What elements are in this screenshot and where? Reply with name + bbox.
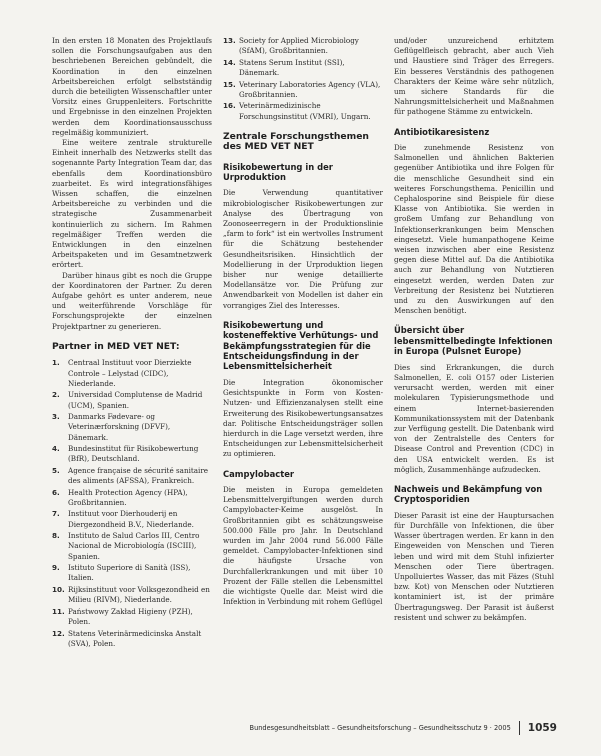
paragraph: Die zunehmende Resistenz von Salmonellen und ähnlichen Bakterien gegenüber Antibiotika und ihre Folgen für die menschliche Gesundheit sind ein weiteres Forschungsthema. Penicillin und Cephalosporine sind Beispiele für diese Klasse von Antibiotika. Sie werden in großem Umfang zur Behandlung von Infektionserkrankungen beim Menschen eingesetzt. Viele humanpathogene Keime weisen inzwischen aber eine Resistenz gegen diese Mittel auf. Da die Antibiotika auch zur Behandlung von Nutztieren eingesetzt werden, werden Daten zur Verbreitung der Resistenz bei Nutztieren und zu den Auswirkungen auf den Menschen benötigt. (394, 143, 554, 316)
list-number: 4. (52, 444, 60, 454)
column-left (52, 36, 212, 650)
list-text: Universidad Complutense de Madrid (UCM), Spanien. (68, 390, 203, 410)
column-middle (223, 36, 383, 607)
page-footer (212, 720, 557, 736)
list-item (223, 36, 383, 56)
list-text: Bundesinstitut für Risikobewertung (BfR), Deutschland. (68, 444, 199, 464)
subsection-heading: Risikobewertung und kosteneffektive Verhütungs- und Bekämpfungsstrategien für die Entscheidungsfindung in der Lebensmittelsicherheit (223, 319, 379, 372)
list-text: Instituut voor Dierhouderij en Diergezondheid B.V., Niederlande. (68, 509, 194, 529)
paragraph: Eine weitere zentrale strukturelle Einheit innerhalb des Netzwerks stellt das sogenannte Party Integration Team dar, das ebenfalls dem Koordinationsbüro zuarbeitet. Es wird integrationsfähiges Wissen schaffen, die einzelnen Arbeitsbereiche zu verbinden und die strategische Zusammenarbeit kontinuierlich zu sichern. Im Rahmen regelmäßiger Treffen werden die Entwicklungen in den einzelnen Arbeitspaketen und im Gesamtnetzwerk erörtert. (52, 138, 212, 270)
list-item (223, 101, 383, 121)
paragraph: und/oder unzureichend erhitztem Geflügelfleisch gebracht, aber auch Vieh und Haustiere sind Träger des Erregers. Ein besseres Verständnis des pathogenen Charakters der Keime wäre sehr nützlich, um sichere Standards für die Nahrungsmittelsicherheit und Maßnahmen für pathogene Stämme zu entwickeln. (394, 36, 554, 117)
list-item (52, 358, 212, 389)
list-number: 9. (52, 563, 60, 573)
paragraph: Dieser Parasit ist eine der Hauptursachen für Durchfälle von Infektionen, die über Wasser übertragen werden. Er kann in den Eingeweiden von Menschen und Tieren leben und wird mit dem Stuhl infizierter Menschen oder Tiere übertragen. Unpolluiertes Wasser, das mit Fäzes (Stuhl bzw. Kot) von Menschen oder Nutztieren kontaminiert ist, ist der primäre Übertragungsweg. Der Parasit ist äußerst resistent und schwer zu bekämpfen. (394, 510, 554, 622)
list-item (52, 629, 212, 649)
list-text: Rijksinstituut voor Volksgezondheid en Milieu (RIVM), Niederlande. (68, 585, 210, 605)
list-number: 15. (223, 79, 236, 89)
partners-heading: Partner in MED VET NET: (52, 340, 180, 352)
list-item (52, 390, 212, 410)
list-item (223, 58, 383, 78)
list-number: 10. (52, 585, 65, 595)
list-text: Statens Serum Institut (SSI), Dänemark. (239, 57, 345, 77)
list-number: 13. (223, 36, 236, 45)
partner-list (52, 358, 212, 649)
list-item (52, 412, 212, 443)
column-right (394, 36, 554, 623)
list-item (52, 488, 212, 508)
list-number: 5. (52, 465, 60, 475)
list-number: 16. (223, 101, 236, 111)
paragraph: Die Verwendung quantitativer mikrobiologischer Risikobewertungen zur Analyse des Übertragung von Zoonoseerregern in der Produktionslinie „farm to fork“ ist ein wertvolles Instrument für die Schätzung bestehender Gesundheitsrisiken. Hinsichtlich der Modellierung in der Urproduktion liegen bisher nur wenige detaillierte Modellansätze vor. Die Prüfung zur Anwendbarkeit von Modellen ist daher ein vorrangiges Ziel des Interesses. (223, 188, 383, 310)
list-item (52, 563, 212, 583)
list-text: Statens Veterinärmedicinska Anstalt (SVA), Polen. (68, 628, 202, 648)
list-text: Agence française de sécurité sanitaire des aliments (AFSSA), Frankreich. (68, 465, 209, 486)
list-item (52, 585, 212, 605)
paragraph: In den ersten 18 Monaten des Projektlaufs sollen die Forschungsaufgaben aus den beschriebenen Bereichen gebündelt, die Koordination in den einzelnen Arbeitsbereichen erfolgt selbstständig durch die beteiligten Wissenschaftler unter Vorsitz eines Gruppenleiters. Fortschritte und Ergebnisse in den einzelnen Projekten werden dem Koordinationsausschuss regelmäßig kommuniziert. (52, 36, 212, 137)
list-text: Państwowy Zakład Higieny (PZH), Polen. (68, 606, 193, 627)
list-number: 12. (52, 628, 65, 638)
list-text: Instituto de Salud Carlos III, Centro Nacional de Microbiología (ISCIII), Spanien. (68, 531, 200, 561)
paragraph: Die Integration ökonomischer Gesichtspunkte in Form von Kosten-Nutzen- und Effizienzanalysen stellt eine Erweiterung des Risikobewertungsansatzes dar. Politische Entscheidungsträger sollen hierdurch in die Lage versetzt werden, ihre Entscheidungen zur Lebensmittelsicherheit zu optimieren. (223, 377, 383, 459)
list-number: 7. (52, 509, 60, 519)
list-text: Danmarks Fødevare- og Veterinærforskning (DFVF), Dänemark. (68, 412, 171, 442)
list-text: Society for Applied Microbiology (SfAM), Großbritannien. (239, 36, 359, 56)
paragraph: Dies sind Erkrankungen, die durch Salmonellen, E. coli O157 oder Listerien verursacht werden, werden mit einer molekularen Typisierungsmethode und einem Internet-basierenden Kommunikationssystem mit der Datenbank zur Verfügung gestellt. Die Datenbank wird von der Zentralstelle des Centers for Disease Control and Prevention (CDC) in den USA entwickelt werden. Es ist möglich, Zusammenhänge aufzudecken. (394, 362, 554, 474)
partner-list-continued (223, 36, 383, 122)
list-item (52, 607, 212, 627)
list-number: 2. (52, 390, 60, 400)
list-text: Veterinärmedizinische Forschungsinstitut (VMRI), Ungarn. (239, 101, 371, 121)
section-heading: Zentrale Forschungsthemen des MED VET NET (223, 130, 369, 153)
list-item (52, 531, 212, 562)
list-text: Veterinary Laboratories Agency (VLA), Großbritannien. (239, 79, 381, 99)
subsection-heading: Risikobewertung in der Urproduktion (223, 161, 333, 183)
list-number: 3. (52, 412, 60, 422)
list-number: 11. (52, 606, 65, 616)
list-text: Health Protection Agency (HPA), Großbritannien. (68, 487, 188, 507)
list-text: Istituto Superiore di Sanità (ISS), Italien. (68, 563, 191, 583)
list-number: 8. (52, 531, 60, 541)
list-number: 14. (223, 57, 236, 67)
list-number: 6. (52, 487, 60, 497)
subsection-heading: Antibiotikaresistenz (394, 126, 490, 137)
subsection-heading: Übersicht über lebensmittelbedingte Infektionen in Europa (Pulsnet Europe) (394, 325, 553, 357)
page-number: 1059 (527, 722, 557, 734)
list-item (223, 80, 383, 100)
list-item (52, 466, 212, 486)
list-item (52, 444, 212, 464)
footer-divider (519, 721, 520, 735)
list-number: 1. (52, 358, 60, 368)
list-text: Centraal Instituut voor Dierziekte Controle – Lelystad (CIDC), Niederlande. (68, 358, 192, 388)
journal-reference: Bundesgesundheitsblatt – Gesundheitsforschung – Gesundheitsschutz 9 · 2005 (249, 724, 511, 732)
paragraph: Darüber hinaus gibt es noch die Gruppe der Koordinatoren der Partner. Zu deren Aufgabe gehört es unter anderem, neue und weiterführende Vorschläge für Forschungsprojekte der einzelnen Projektpartner zu generieren. (52, 270, 212, 331)
subsection-heading: Nachweis und Bekämpfung von Cryptosporidien (394, 483, 543, 505)
list-item (52, 509, 212, 529)
paragraph: Die meisten in Europa gemeldeten Lebensmittelvergiftungen werden durch Campylobacter-Keime ausgelöst. In Großbritannien gibt es schätzungsweise 500.000 Fälle pro Jahr. In Deutschland wurden im Jahr 2004 rund 56.000 Fälle gemeldet. Campylobacter-Infektionen sind die häufigste Ursache von Durchfallerkrankungen und mit über 10 Prozent der Fälle stellen die Lebensmittel die wichtigste Quelle dar. Meist wird die Infektion in Verbindung mit rohem Geflügel (223, 484, 383, 607)
subsection-heading: Campylobacter (223, 468, 295, 479)
